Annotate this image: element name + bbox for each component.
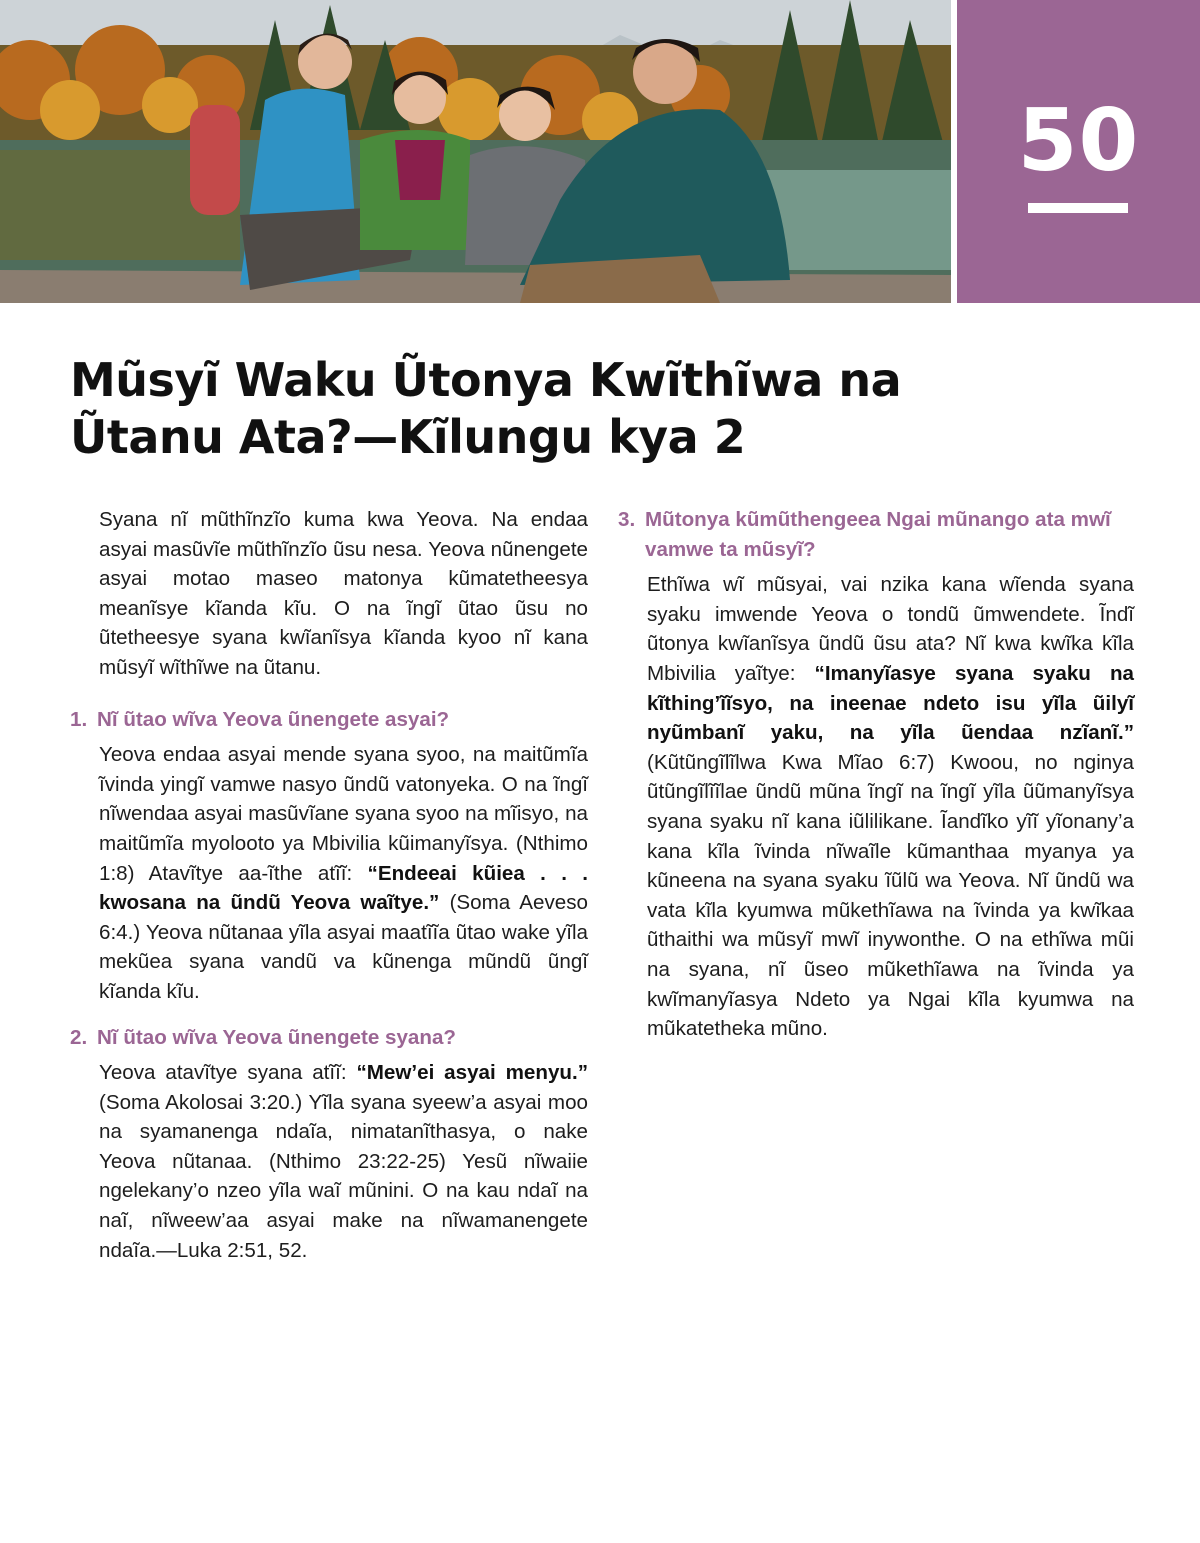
question-2 xyxy=(70,1023,588,1053)
page-title: Mũsyĩ Waku Ũtonya Kwĩthĩwa na Ũtanu Ata?—Kĩlungu kya 2 xyxy=(70,353,902,464)
intro-paragraph: Syana nĩ mũthĩnzĩo kuma kwa Yeova. Na endaa asyai masũvĩe mũthĩnzĩo ũsu nesa. Yeova nũnengete asyai motao maseo matonya kũmatetheesya meanĩsye kĩanda kĩu. O na ĩngĩ ũtao ũsu no ũtetheesye syana kwĩanĩsya kĩanda kyoo nĩ kana mũsyĩ wĩthĩwe na ũtanu. xyxy=(99,508,588,679)
answer-text: (Soma Aeveso 6:4.) Yeova nũtanaa yĩla asyai maatĩĩa ũtao wake yĩla mekũea syana vandũ va kũnenga mũndũ ũngĩ kĩanda kĩu. xyxy=(99,891,589,1003)
lesson-number-underline xyxy=(1028,203,1128,213)
hero-photo xyxy=(0,0,951,303)
answer-text: Yeova endaa asyai mende syana syoo, na maitũmĩa ĩvinda yingĩ vamwe nasyo ũndũ vatonyeka. O na ĩngĩ nĩwendaa asyai masũvĩane syana syoo na mĩisyo, na maitũmĩa myolooto ya Mbivilia kũimanyĩsya. (Nthimo 1:8) Atavĩtye aa-ĩthe atĩĩ: xyxy=(99,743,588,885)
question-text: Nĩ ũtao wĩva Yeova ũnengete syana? xyxy=(97,1025,456,1049)
question-text: Mũtonya kũmũthengeea Ngai mũnango ata mwĩ vamwe ta mũsyĩ? xyxy=(645,508,1111,561)
right-column xyxy=(618,505,1134,1044)
question-text: Nĩ ũtao wĩva Yeova ũnengete asyai? xyxy=(97,707,450,731)
family-photo-illustration xyxy=(0,0,951,303)
scripture-quote: “Imanyĩasye syana syaku na kĩthing’ĩĩsyo, na ineenae ndeto isu yĩla ũilyĩ nyũmbanĩ yaku, na yĩla ũendaa nzĩanĩ.” xyxy=(647,661,1134,745)
answer-1 xyxy=(70,740,588,1006)
left-column xyxy=(70,505,588,1265)
question-number: 1. xyxy=(70,707,88,731)
answer-text: Ethĩwa wĩ mũsyai, vai nzika kana wĩenda syana syaku imwende Yeova o tondũ ũmwendete. Ĩndĩ ũtonya kwĩanĩsya ũndũ ũsu ata? Nĩ kwa kwĩka kĩla Mbivilia yaĩtye: xyxy=(647,573,1134,685)
question-number: 3. xyxy=(618,508,636,531)
answer-text: (Soma Akolosai 3:20.) Yĩla syana syeew’a asyai moo na syamanenga ndaĩa, nimatanĩthasya, o nake Yeova nũtanaa. (Nthimo 23:22-25) Yesũ nĩwaiie ngelekany’o nzeo yĩla waĩ mũnini. O na kau ndaĩ na naĩ, nĩweew’aa asyai make na nĩwamanengete ndaĩa.—Luka 2:51, 52. xyxy=(99,1090,588,1262)
answer-3 xyxy=(618,570,1134,1044)
question-3 xyxy=(618,505,1134,564)
lesson-number: 50 xyxy=(1017,91,1140,191)
question-1 xyxy=(70,705,588,735)
scripture-quote: “Mew’ei asyai menyu.” xyxy=(356,1061,588,1085)
answer-2 xyxy=(70,1058,588,1265)
answer-text: (Kũtũngĩlĩlwa Kwa Mĩao 6:7) Kwoou, no nginya ũtũngĩlĩĩlae ũndũ mũna ĩngĩ na ĩngĩ yĩla ũũmanyĩsya syana syaku nĩ kana iũlilikane. Ĩandĩko yĩĩ yĩonany’a kana kĩla ĩvinda nĩwaĩle kũmanthaa myanya ya kũneena na syana syaku ĩũlũ wa Yeova. Nĩ ũndũ wa vata kĩla kyumwa mũkethĩawa na ĩvinda ya kwĩkaa ũthaithi wa mũsyĩ mwĩ inywonthe. O na ethĩwa mũi na syana, nĩ ũseo mũkethĩawa na ĩvinda ya kwĩmanyĩasya Ndeto ya Ngai kĩla kyumwa na mũkatetheka mũno. xyxy=(647,750,1134,1041)
scripture-quote: “Endeeai kũiea . . . kwosana na ũndũ Yeova waĩtye.” xyxy=(99,861,588,915)
answer-text: Yeova atavĩtye syana atĩĩ: xyxy=(99,1061,357,1085)
lesson-number-panel xyxy=(957,0,1200,303)
question-number: 2. xyxy=(70,1025,88,1049)
